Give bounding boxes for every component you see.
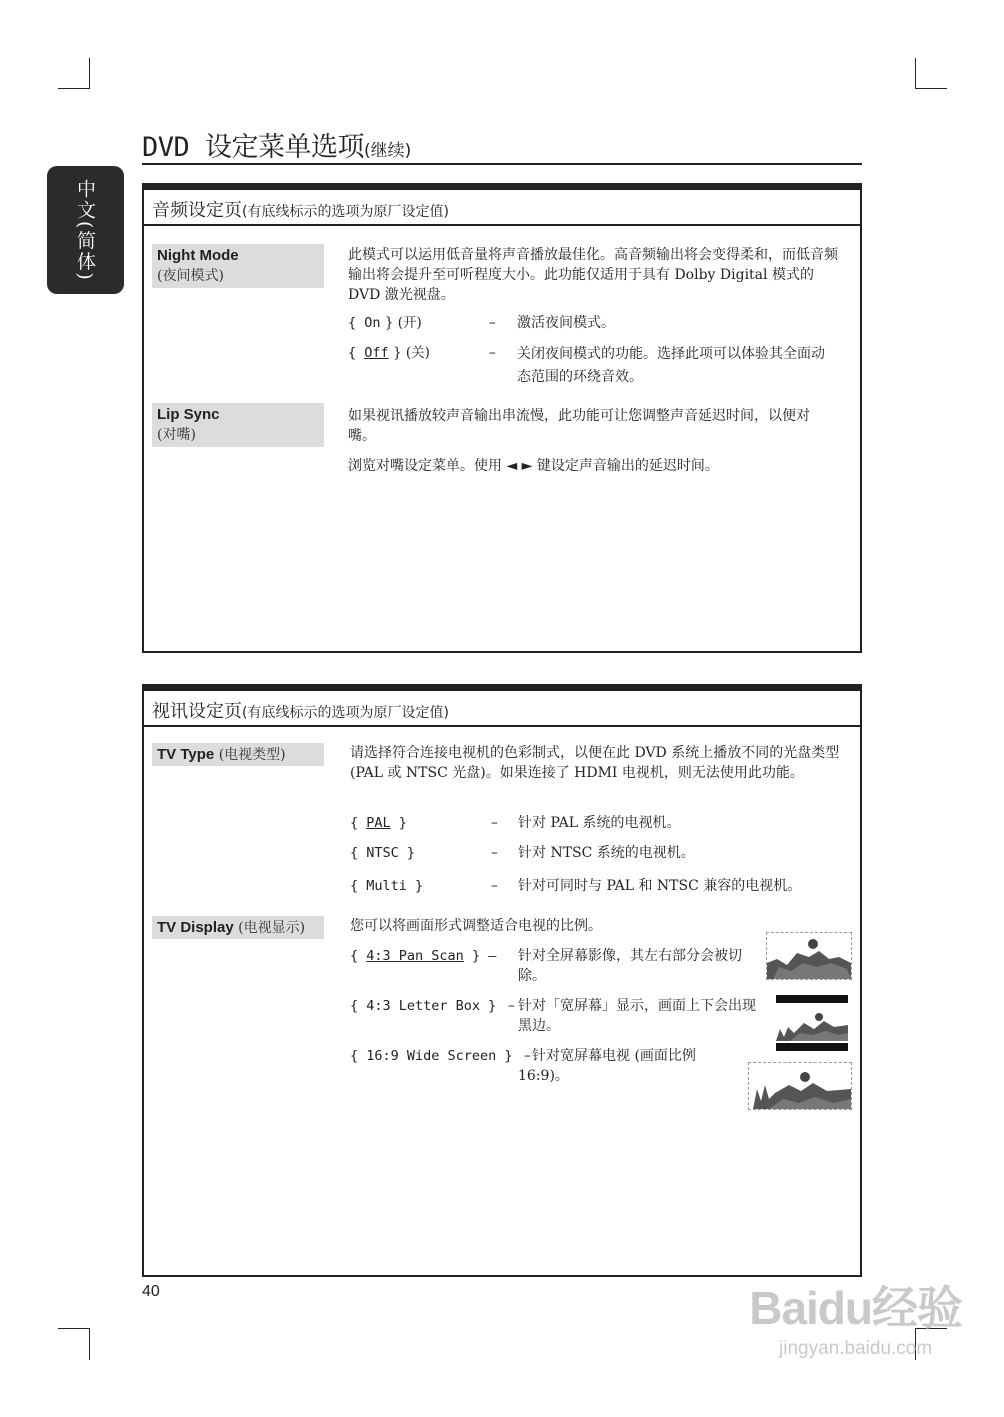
night-mode-off-desc: 关闭夜间模式的功能。选择此项可以体验其全面动态范围的环绕音效。 — [517, 346, 825, 385]
night-mode-on-option — [348, 313, 848, 335]
tv-type-pal-key: { PAL } — [350, 815, 407, 831]
video-section-title: 视讯设定页 — [152, 701, 242, 722]
tv-display-letterbox-desc: 针对「宽屏幕」显示，画面上下会出现黑边。 — [518, 998, 756, 1034]
tv-type-pal-option — [350, 813, 850, 835]
tv-type-multi-desc: 针对可同时与 PAL 和 NTSC 兼容的电视机。 — [518, 878, 802, 894]
tv-display-widescreen-key: { 16:9 Wide Screen } — [350, 1048, 513, 1064]
letterbox-illustration — [776, 995, 848, 1051]
tv-type-multi-key: { Multi } — [350, 878, 424, 894]
night-mode-on-desc: 激活夜间模式。 — [517, 315, 615, 331]
lip-sync-description: 如果视讯播放较声音输出串流慢，此功能可让您调整声音延迟时间，以便对嘴。 — [348, 408, 810, 444]
tv-display-letterbox-option — [350, 996, 760, 1040]
night-mode-label-en: Night Mode — [157, 247, 239, 264]
night-mode-off-option — [348, 343, 848, 387]
tv-type-multi-dash: – — [491, 878, 498, 894]
tv-type-description: 请选择符合连接电视机的色彩制式，以便在此 DVD 系统上播放不同的光盘类型 (PAL 或 NTSC 光盘)。如果连接了 HDMI 电视机，则无法使用此功能。 — [350, 745, 840, 781]
crop-mark-tl-h — [58, 88, 90, 89]
baidu-watermark — [749, 1272, 962, 1360]
crop-mark-bl-h — [58, 1328, 90, 1329]
tv-display-label-cn: (电视显示) — [238, 920, 306, 936]
night-mode-off-key: { Off } (关) — [348, 345, 430, 361]
crop-mark-tr-v — [915, 58, 916, 89]
tv-type-pal-dash: – — [491, 815, 498, 831]
tv-type-ntsc-desc: 针对 NTSC 系统的电视机。 — [518, 845, 695, 861]
crop-mark-tl-v — [89, 58, 90, 89]
tv-type-label-en: TV Type — [157, 746, 215, 763]
page-title-sub: (继续) — [364, 141, 412, 161]
tv-display-panscan-key: { 4:3 Pan Scan } – — [350, 948, 497, 964]
tv-type-label-cn: (电视类型) — [218, 747, 286, 763]
lip-sync-label-cn: (对嘴) — [157, 427, 196, 443]
page-title — [142, 125, 862, 165]
widescreen-illustration — [748, 1062, 852, 1110]
panscan-illustration — [766, 932, 852, 980]
tv-display-widescreen-dash: – — [524, 1048, 531, 1064]
video-section-header — [144, 691, 860, 727]
watermark-logo-text: Baidu经验 — [749, 1282, 962, 1334]
audio-section-title: 音频设定页 — [152, 200, 242, 221]
watermark-url: jingyan.baidu.com — [779, 1338, 933, 1359]
night-mode-description: 此模式可以运用低音量将声音播放最佳化。高音频输出将会变得柔和，而低音频输出将会提升至可听程度大小。此功能仅适用于具有 Dolby Digital 模式的 DVD 激光视盘。 — [348, 247, 838, 303]
crop-mark-bl-v — [89, 1328, 90, 1360]
video-section-note: (有底线标示的选项为原厂设定值) — [242, 705, 449, 721]
tv-type-multi-option — [350, 876, 850, 898]
language-tab-label: 中文(简体) — [74, 178, 96, 282]
tv-display-widescreen-option — [350, 1046, 730, 1090]
night-mode-off-dash: – — [489, 345, 496, 361]
night-mode-label — [152, 244, 324, 288]
lip-sync-label-en: Lip Sync — [157, 406, 220, 423]
night-mode-label-cn: (夜间模式) — [157, 268, 224, 284]
tv-type-label — [152, 743, 324, 766]
tv-display-letterbox-dash: – — [508, 998, 515, 1014]
tv-display-description: 您可以将画面形式调整适合电视的比例。 — [350, 918, 602, 934]
audio-section-header — [144, 190, 860, 226]
tv-display-letterbox-key: { 4:3 Letter Box } — [350, 998, 497, 1014]
tv-display-label-en: TV Display — [157, 919, 234, 936]
lip-sync-label — [152, 403, 324, 447]
audio-section-note: (有底线标示的选项为原厂设定值) — [242, 204, 449, 220]
tv-type-ntsc-key: { NTSC } — [350, 845, 416, 861]
night-mode-on-dash: – — [489, 315, 496, 331]
tv-type-ntsc-option — [350, 843, 850, 865]
language-tab — [47, 166, 124, 294]
tv-display-widescreen-desc: 针对宽屏幕电视 (画面比例 16:9)。 — [518, 1048, 696, 1084]
tv-type-ntsc-dash: – — [491, 845, 498, 861]
lip-sync-instruction: 浏览对嘴设定菜单。使用 ◄ ► 键设定声音输出的延迟时间。 — [348, 458, 719, 474]
tv-type-pal-desc: 针对 PAL 系统的电视机。 — [518, 815, 681, 831]
night-mode-on-key: { On } (开) — [348, 315, 422, 331]
crop-mark-tr-h — [915, 88, 947, 89]
page-number: 40 — [142, 1283, 160, 1300]
page-title-main: DVD 设定菜单选项 — [142, 132, 365, 163]
tv-display-panscan-option — [350, 946, 750, 990]
tv-display-label — [152, 916, 324, 939]
tv-display-panscan-desc: 针对全屏幕影像，其左右部分会被切除。 — [518, 948, 742, 984]
